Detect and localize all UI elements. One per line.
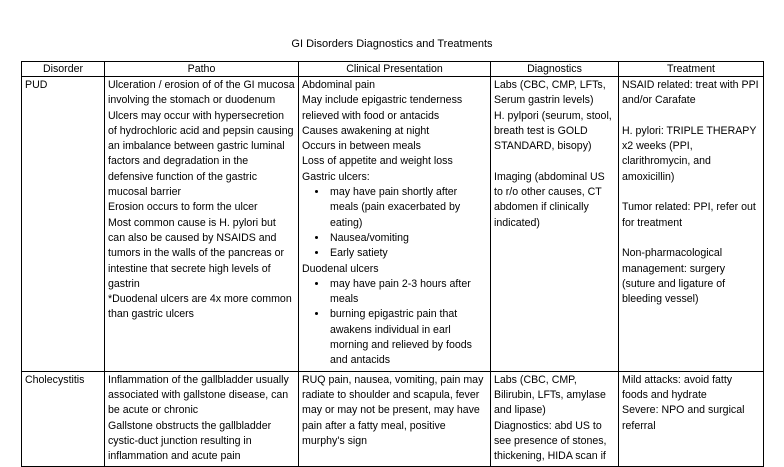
cholecystitis-patho-cell — [105, 371, 299, 467]
pud-treatment-line: NSAID related: treat with PPI and/or Carafate — [622, 79, 759, 107]
header-treatment: Treatment — [619, 62, 764, 77]
pud-diagnostics-line: Imaging (abdominal US to r/o other causes, CT abdomen if clinically indicated) — [494, 170, 605, 229]
pud-clinical-line: Gastric ulcers: — [302, 170, 370, 183]
duodenal-ulcer-heading: Duodenal ulcers — [302, 262, 379, 275]
pud-clinical-line: May include epigastric tenderness relieved with food or antacids — [302, 94, 463, 122]
spacer — [494, 154, 615, 169]
cholecystitis-disorder-cell: Cholecystitis — [22, 371, 105, 467]
pud-patho-line: Ulcers may occur with hypersecretion of hydrochloric acid and pepsin causing an imbalance between gastric luminal factors and degradation in the defensive function of the gastric mucosal barrier — [108, 109, 294, 199]
cholecystitis-patho-line: Gallstone obstructs the gallbladder cystic-duct junction resulting in inflammation and acute pain — [108, 419, 272, 463]
pud-diagnostics-line: H. pylpori (seurum, stool, breath test is GOLD STANDARD, bisopy) — [494, 109, 612, 153]
cholecystitis-clinical-cell — [299, 371, 491, 467]
cholecystitis-treatment-line: Mild attacks: avoid fatty foods and hydrate — [622, 373, 733, 401]
table-row-cholecystitis — [22, 371, 764, 467]
pud-treatment-line: Non-pharmacological management: surgery (suture and ligature of bleeding vessel) — [622, 247, 726, 306]
pud-treatment-cell — [619, 77, 764, 372]
cholecystitis-treatment-cell — [619, 371, 764, 467]
header-patho: Patho — [105, 62, 299, 77]
pud-clinical-line: Occurs in between meals — [302, 140, 421, 153]
list-item: • Early satiety — [328, 246, 487, 261]
gastric-ulcer-list — [302, 185, 487, 261]
header-diagnostics: Diagnostics — [491, 62, 619, 77]
pud-clinical-line: Loss of appetite and weight loss — [302, 155, 453, 168]
spacer — [622, 231, 760, 246]
table-row-pud — [22, 77, 764, 372]
list-item: • Nausea/vomiting — [328, 231, 487, 246]
gi-disorders-table — [21, 61, 764, 467]
pud-disorder-cell: PUD — [22, 77, 105, 372]
list-item: • may have pain shortly after meals (pain exacerbated by eating) — [328, 185, 487, 231]
cholecystitis-clinical-line: RUQ pain, nausea, vomiting, pain may radiate to shoulder and scapula, fever may or may not be present, may have pain after a fatty meal, positive murphy's sign — [302, 373, 484, 447]
spacer — [622, 109, 760, 124]
pud-patho-line: Most common cause is H. pylori but can also be caused by NSAIDS and tumors in the walls of the pancreas or intestine that secrete high levels of gastrin — [108, 216, 285, 290]
duodenal-ulcer-list — [302, 277, 487, 369]
cholecystitis-treatment-line: Severe: NPO and surgical referral — [622, 404, 745, 432]
cholecystitis-diagnostics-cell — [491, 371, 619, 467]
pud-patho-line: Erosion occurs to form the ulcer — [108, 201, 258, 214]
cholecystitis-diagnostics-line: Labs (CBC, CMP, Bilirubin, LFTs, amylase and lipase) — [494, 373, 606, 417]
document-title: GI Disorders Diagnostics and Treatments — [291, 38, 493, 50]
pud-clinical-line: Abdominal pain — [302, 79, 376, 91]
cholecystitis-patho-line: Inflammation of the gallbladder usually associated with gallstone disease, can be acute or chronic — [108, 373, 289, 417]
pud-treatment-line: Tumor related: PPI, refer out for treatment — [622, 201, 756, 229]
pud-patho-cell — [105, 77, 299, 372]
pud-clinical-cell — [299, 77, 491, 372]
pud-treatment-line: H. pylori: TRIPLE THERAPY x2 weeks (PPI, clarithromycin, and amoxicillin) — [622, 124, 757, 183]
list-item: • burning epigastric pain that awakens individual in earl morning and relieved by foods and antacids — [328, 307, 487, 368]
spacer — [622, 185, 760, 200]
list-item: • may have pain 2-3 hours after meals — [328, 277, 487, 308]
header-clinical-presentation: Clinical Presentation — [299, 62, 491, 77]
header-disorder: Disorder — [22, 62, 105, 77]
header-row — [22, 62, 764, 77]
pud-patho-line: *Duodenal ulcers are 4x more common than gastric ulcers — [108, 293, 292, 321]
cholecystitis-diagnostics-line: Diagnostics: abd US to see presence of stones, thickening, HIDA scan if — [494, 419, 607, 463]
pud-diagnostics-line: Labs (CBC, CMP, LFTs, Serum gastrin levels) — [494, 79, 606, 107]
pud-patho-line: Ulceration / erosion of of the GI mucosa involving the stomach or duodenum — [108, 79, 295, 107]
pud-clinical-line: Causes awakening at night — [302, 124, 430, 137]
pud-diagnostics-cell — [491, 77, 619, 372]
